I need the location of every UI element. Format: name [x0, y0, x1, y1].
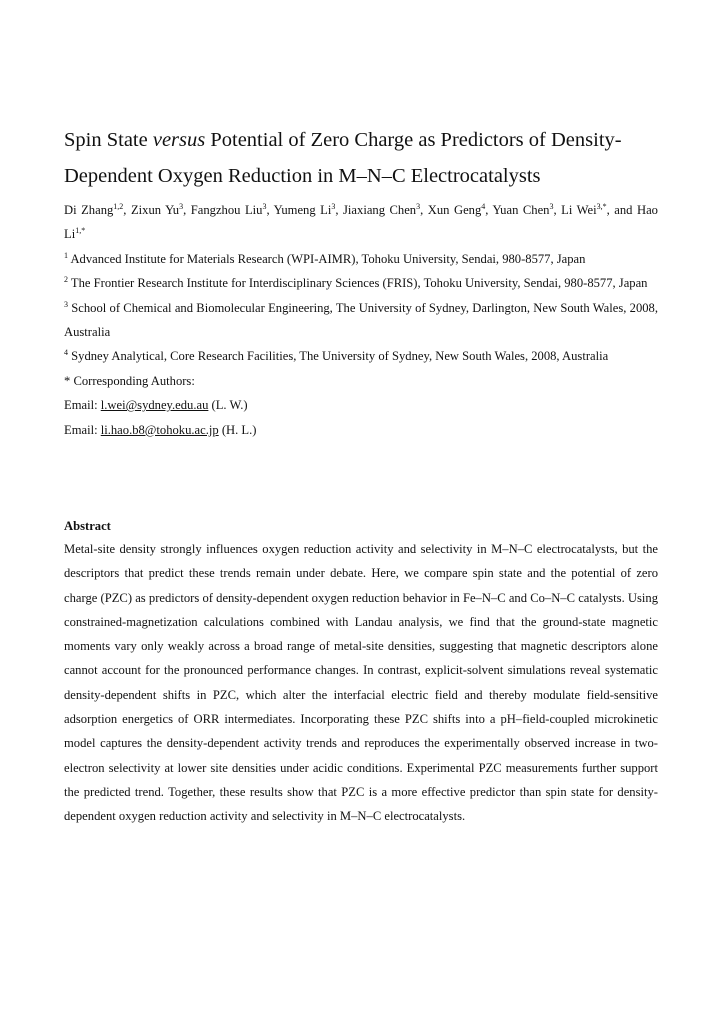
- email-line-1: Email: l.wei@sydney.edu.au (L. W.): [64, 398, 248, 413]
- author: Xun Geng$^4$: [427, 202, 486, 217]
- affiliation-2: $^2$ The Frontier Research Institute for Interdisciplinary Sciences (FRIS), Tohoku University, Sendai, 980-8577, Japan: [64, 275, 648, 291]
- author: Yuan Chen$^3$: [492, 202, 554, 217]
- email-link-wei[interactable]: l.wei@sydney.edu.au: [100, 398, 209, 413]
- author: Fangzhou Liu$^3$: [190, 202, 267, 217]
- abstract-body: Metal-site density strongly influences oxygen reduction activity and selectivity in M–N–C electrocatalysts, but the descriptors that predict these trends remain under debate. Here, we compare spin state and the potential of zero charge (PZC) as predictors of density-dependent oxygen reduction behavior in Fe–N–C and Co–N–C catalysts. Using constrained-magnetization calculations combined with Landau analysis, we find that the ground-state magnetic moments vary only weakly across a broad range of metal-site densities, suggesting that magnetic descriptors alone cannot account for the pronounced performance changes. In contrast, explicit-solvent simulations reveal systematic density-dependent shifts in PZC, which alter the interfacial electric field and thereby modulate field-sensitive adsorption energetics of ORR intermediates. Incorporating these PZC shifts into a pH–field-coupled microkinetic model captures the density-dependent activity trends and reproduces the experimentally observed increase in two-electron selectivity at lower site densities under acidic conditions. Experimental PZC measurements further support the predicted trend. Together, these results show that PZC is a more effective predictor than spin state for density-dependent oxygen reduction activity and selectivity in M–N–C electrocatalysts.: [64, 542, 658, 824]
- author: Li Wei$^{3,*}$: [561, 202, 607, 217]
- affiliation-1: $^1$ Advanced Institute for Materials Research (WPI-AIMR), Tohoku University, Sendai, 980-8577, Japan: [64, 250, 586, 266]
- title-part1: Spin State: [64, 129, 153, 151]
- title-italic-word: versus: [152, 129, 206, 151]
- email-link-li[interactable]: li.hao.b8@tohoku.ac.jp: [100, 422, 219, 437]
- front-matter: [64, 198, 658, 442]
- author: Hao $Li^{1,*}$: [64, 203, 658, 242]
- author: Yumeng Li$^3$: [273, 202, 336, 217]
- corresponding-label: * Corresponding Authors:: [64, 373, 195, 388]
- author: Jiaxiang Chen$^3$: [343, 202, 421, 217]
- affiliation-4: $^4$ Sydney Analytical, Core Research Facilities, The University of Sydney, New South Wales, 2008, Australia: [64, 348, 609, 364]
- abstract-heading: Abstract: [64, 519, 111, 533]
- author: Zixun Yu$^3$: [130, 202, 184, 217]
- title-part2: Potential of Zero Charge as Predictors of Density-Dependent Oxygen Reduction in M–N–C Electrocatalysts: [64, 129, 622, 187]
- author: Di Zhang$^{1,2}$: [64, 202, 124, 217]
- affiliation-3: $^3$ School of Chemical and Biomolecular Engineering, The University of Sydney, Darlington, New South Wales, 2008, Australia: [64, 299, 658, 340]
- author-list: Di Zhang$^{1,2}$, Zixun Yu$^3$, Fangzhou Liu$^3$, Yumeng Li$^3$, Jiaxiang Chen$^3$, Xun Geng$^4$, Yuan Chen$^3$, Li Wei$^{3,*}$, and Hao $Li^{1,*}$: [64, 202, 658, 242]
- email-line-2: Email: li.hao.b8@tohoku.ac.jp (H. L.): [64, 422, 257, 437]
- paper-title: [64, 122, 658, 194]
